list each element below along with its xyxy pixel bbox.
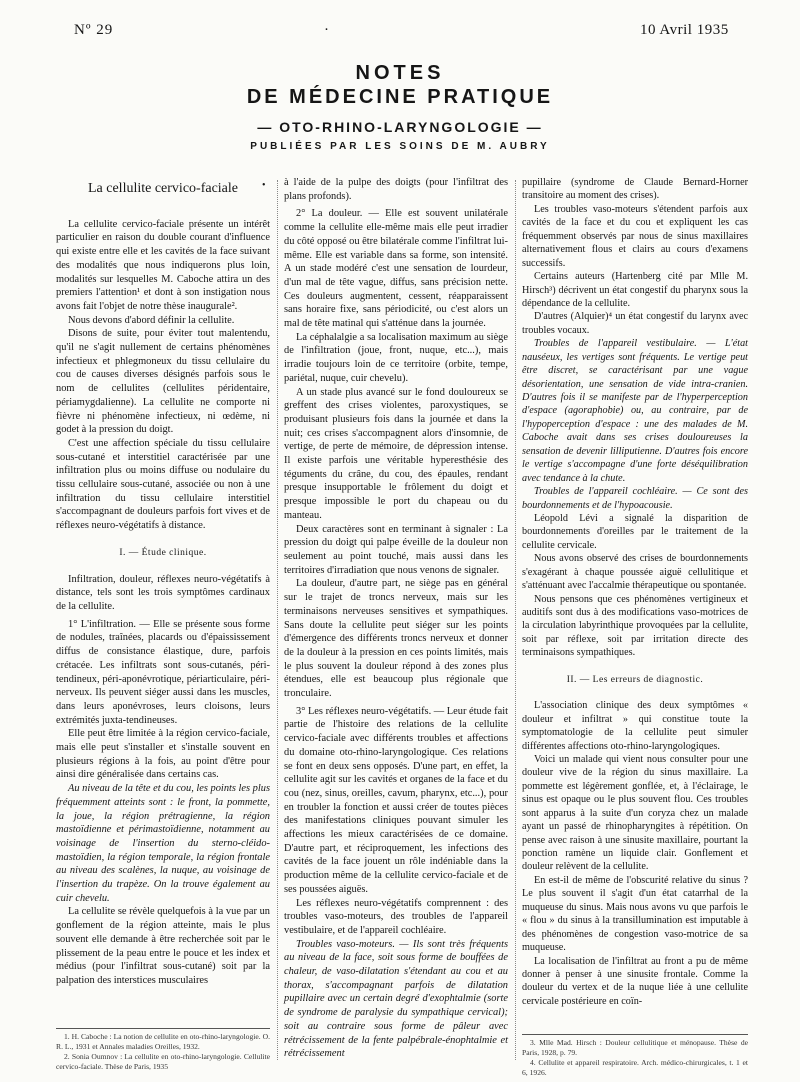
paragraph: Les troubles vaso-moteurs s'étendent parfois aux cavités de la face et du cou et expliquent les cas fréquemment observés par nous de sinus maxillaires alternativement flous et clairs au cours d'examens successifs.: [522, 203, 748, 269]
issue-date: 10 Avril 1935: [640, 22, 729, 38]
paragraph: C'est une affection spéciale du tissu cellulaire sous-cutané et interstitiel caractérisée par une infiltration plus ou moins diffuse ou nodulaire du tissu cellulaire sous-cutané, associée ou non à une infiltration du tissu cellulaire interstitiel s'accompagnant de douleurs parfois fort vives et de réflexes neuro-végétatifs à distance.: [56, 437, 270, 532]
column-3: [522, 176, 748, 1008]
paragraph: Nous devons d'abord définir la cellulite.: [68, 314, 235, 326]
paragraph: La douleur, d'autre part, ne siège pas en général sur le trajet de troncs nerveux, mais sur les terminaisons nerveuses sensitives et sympathiques. Sans doute la cellulite peut siéger sur les points d'émergence des différents troncs nerveux et donner de la douleur à la pression en ces points limités, mais le plus souvent la douleur répond à des zones plus étendues, elle est beaucoup plus régionale que tronculaire.: [284, 578, 508, 700]
paragraph: Léopold Lévi a signalé la disparition de bourdonnements d'oreilles par le traitement de la cellulite cervicale.: [522, 512, 748, 551]
masthead: [0, 62, 800, 154]
masthead-title-line2: DE MÉDECINE PRATIQUE: [246, 86, 554, 108]
paragraph: La cellulite cervico-faciale présente un intérêt particulier en raison du double courant d'influence qui existe entre elle et les cavités de la face suivant des modalités que nous indiquerons plus loin, modalités sur lesquelles M. Caboche attira un des premiers l'attention¹ et dont à son instigation nous avons fait l'objet de notre thèse inaugurale².: [56, 218, 270, 312]
paragraph: Nous avons observé des crises de bourdonnements s'exagérant à chaque poussée aiguë cellulitique et s'atténuant avec l'accalmie thérapeutique ou spontanée.: [522, 553, 748, 592]
paragraph: Troubles vaso-moteurs. — Ils sont très fréquents au niveau de la face, soit sous forme de bouffées de chaleur, de vaso-dilatation s'étendant au cou et au thorax, s'accompagnant parfois de dilatation pupillaire avec un certain degré d'exophtalmie (sorte de syndrome de paralysie du sympathique cervical); soit au contraire sous forme de pâleur avec rétrécissement de la fente palpébrale-énophtalmie et rétrécissement: [284, 938, 508, 1060]
paragraph: La localisation de l'infiltrat au front a pu de même donner à penser à une sinusite frontale. Comme la douleur du vertex et de la nuque liée à une cellulite cervicale postérieure en coïn-: [522, 955, 748, 1007]
paragraph: Au niveau de la tête et du cou, les points les plus fréquemment atteints sont : le front, la pommette, la joue, la région prétragienne, la région mastoïdienne et périmastoïdienne, notamment au voisinage de l'insertion du sterno-cléido-mastoïdien, la région temporale, la région frontale au niveau des scalènes, la nuque, au voisinage de l'insertion du trapèze. On la trouve également au cuir chevelu.: [56, 783, 270, 904]
paragraph: L'association clinique des deux symptômes « douleur et infiltrat » qui constitue toute la symptomatologie de la cellulite peut simuler différentes affections oto-rhino-laryngologiques.: [522, 700, 748, 752]
paragraph: pupillaire (syndrome de Claude Bernard-Horner transitoire au moment des crises).: [522, 177, 748, 202]
column-divider-right: [515, 180, 516, 1060]
article-title: La cellulite cervico-faciale: [87, 181, 238, 196]
column-dot: •: [262, 180, 266, 191]
paragraph: Troubles de l'appareil cochléaire. — Ce sont des bourdonnements et de l'hypoacousie.: [522, 486, 748, 511]
paragraph: Les réflexes neuro-végétatifs comprennent : des troubles vaso-moteurs, des troubles de l'appareil vestibulaire, et de l'appareil cochléaire.: [284, 897, 508, 936]
footnote-rule-right: [522, 1034, 748, 1035]
header-dot: ·: [324, 22, 329, 38]
paragraph: 2° La douleur. — Elle est souvent unilatérale comme la cellulite elle-même mais elle peut irradier du côté opposé ou être bilatérale comme l'infiltrat lui-même. Elle est variable dans sa forme, son intensité. A un stade modéré c'est une sensation de lourdeur, d'un mal de tête vague, diffus, sans précision nette. Ces douleurs augmentent, cessent, réapparaissent sans horaire fixe, sans périodicité, ou c'est alors un mal de tête matinal qui s'atténue dans la journée.: [284, 208, 508, 330]
footnote: 1. H. Caboche : La notion de cellulite en oto-rhino-laryngologie. O. R. L., 1931 et Annales maladies Oreilles, 1932.: [56, 1032, 270, 1051]
paragraph: Elle peut être limitée à la région cervico-faciale, mais elle peut s'installer et s'installe souvent en plusieurs régions à la fois, au point d'être pour ainsi dire généralisée dans certains cas.: [56, 728, 270, 781]
footnote: 4. Cellulite et appareil respiratoire. Arch. médico-chirurgicales, t. 1 et 6, 1926.: [522, 1058, 748, 1077]
paragraph: 1° L'infiltration. — Elle se présente sous forme de nodules, traînées, placards ou d'épaississement diffus de consistance élastique, dure, parfois crétacée. Les infiltrats sont sous-cutanés, péri-tendineux, péri-aponévrotique, périarticulaire, péri-nerveux. Ils peuvent siéger aussi dans les muscles, dans leurs aponévroses, leurs cloisons, leurs extrémités juxta-tendineuses.: [56, 618, 270, 726]
paragraph: A un stade plus avancé sur le fond douloureux se greffent des crises violentes, paroxystiques, se produisant plusieurs fois dans la journée et dans la nuit; ces crises s'accompagnent alors d'insomnie, de vertige, de perte de mémoire, de dépression intense. Il existe parfois une véritable hyperesthésie des téguments du crâne, du cou, des épaules, rendant presque insupportable le frôlement du doigt et presque impossible le port du chapeau ou du manteau.: [284, 386, 508, 521]
masthead-specialty: — OTO-RHINO-LARYNGOLOGIE —: [257, 119, 543, 135]
paragraph: La cellulite se révèle quelquefois à la vue par un gonflement de la région atteinte, mais le plus souvent elle demande à être recherchée soit par le plissement de la peau entre le pouce et les index et médius (pour l'infiltrat sous-cutané) soit par la palpation des interstices musculaires: [56, 906, 270, 986]
footnote: 3. Mlle Mad. Hirsch : Douleur cellulitique et ménopause. Thèse de Paris, 1928, p. 79.: [522, 1038, 748, 1057]
paragraph: 3° Les réflexes neuro-végétatifs. — Leur étude fait partie de l'histoire des relations de la cellulite cervico-faciale avec différents troubles et affections du domaine oto-rhino-laryngologique. Ces relations se font en deux sens opposés. D'une part, en effet, la cellulite agit sur les cavités et organes de la face et du cou (nez, sinus, oreilles, cavum, pharynx, etc...), pour en troubler la fonction et aussi créer de toutes pièces des manifestations cliniques pouvant simuler les affections les mieux caractérisées de ce domaine. D'autre part, et réciproquement, les infections des cavités de la face jouent un rôle indéniable dans la production même de la cellulite cervico-faciale et de ses poussées aiguës.: [284, 705, 508, 895]
paragraph: à l'aide de la pulpe des doigts (pour l'infiltrat des plans profonds).: [284, 177, 508, 202]
masthead-byline: PUBLIÉES PAR LES SOINS DE M. AUBRY: [250, 141, 550, 152]
issue-number: Nº 29: [74, 22, 114, 38]
paragraph: Voici un malade qui vient nous consulter pour une douleur vive de la région du sinus maxillaire. La pommette est légèrement gonflée, et, à l'éclairage, le sinus est opaque ou le plus souvent flou. Ces troubles sont apparus à la suite d'un coryza chez un malade ayant un passé de rhinopharyngites à répétition. On pense avec raison à une sinusite maxillaire, pourtant la ponction ramène un liquide clair. Gonflement et douleur relèvent de la cellulite.: [522, 753, 748, 873]
footnotes-right: [522, 1038, 748, 1078]
footnote: 2. Sonia Oumnov : La cellulite en oto-rhino-laryngologie. Cellulite cervico-faciale. Thèse de Paris, 1935: [56, 1052, 270, 1071]
paragraph: Certains auteurs (Hartenberg cité par Mlle M. Hirsch³) décrivent un état congestif du pharynx sous la dépendance de la cellulite.: [522, 271, 748, 309]
paragraph: La céphalalgie a sa localisation maximum au siège de l'infiltration (joue, front, nuque, etc...), mais irradie toujours loin de ce territoire (orbite, tempe, pariétal, nuque, cuir chevelu).: [284, 331, 508, 384]
masthead-title-line1: NOTES: [355, 62, 445, 84]
section-heading-1: I. — Étude clinique.: [119, 547, 207, 558]
paragraph: Troubles de l'appareil vestibulaire. — L'état nauséeux, les vertiges sont fréquents. Le vertige peut être discret, se caractérisant par une vague désorientation, une sensation de vide intra-cranien. D'autres fois il se manifeste par de l'hyperperception d'espace (agoraphobie) ou, au contraire, par de l'hypoperception d'espace : une des malades de M. Caboche avait dans ses crises douloureuses la sensation de devenir lilliputienne. D'autres fois encore le vertige s'accompagne d'une forte déséquilibration avec tendance à la chute.: [522, 338, 748, 484]
column-2: [284, 176, 508, 1061]
paragraph: D'autres (Alquier)⁴ un état congestif du larynx avec troubles vocaux.: [522, 311, 748, 336]
paragraph: Disons de suite, pour éviter tout malentendu, qu'il ne s'agit nullement de certains phénomènes infectieux et phlegmoneux du tissu cellulaire du cou de causes diverses désignés parfois sous le nom de cellulites (cellulites péridentaire, périamygdalienne). La cellulite ne comporte ni fièvre ni phénomène infectieux, ni œdème, ni godet à la pression du doigt.: [56, 328, 270, 436]
column-divider-left: [277, 180, 278, 1060]
section-heading-2: II. — Les erreurs de diagnostic.: [566, 674, 704, 685]
paragraph: Nous pensons que ces phénomènes vertigineux et auditifs sont dus à des modifications vaso-motrices de la circulation labyrinthique provoquées par la cellulite, soit par réflexe, soit par irritation directe des terminaisons sympathiques.: [522, 593, 748, 659]
footnotes-left: [56, 1032, 270, 1072]
paragraph: Deux caractères sont en terminant à signaler : La pression du doigt qui palpe éveille de la douleur non seulement au point touché, mais aussi dans les territoires d'irradiation que nous venons de signaler.: [284, 523, 508, 576]
column-1: [56, 176, 270, 988]
paragraph: Infiltration, douleur, réflexes neuro-végétatifs à distance, tels sont les trois symptômes cardinaux de la cellulite.: [56, 573, 270, 612]
footnote-rule-left: [56, 1028, 270, 1029]
paragraph: En est-il de même de l'obscurité relative du sinus ? Le plus souvent il s'agit d'un état catarrhal de la muqueuse du sinus. Mais nous avons vu que parfois le « flou » du sinus à la transillumination est imputable à des phénomènes de congestion vaso-motrice de sa muqueuse.: [522, 874, 748, 954]
